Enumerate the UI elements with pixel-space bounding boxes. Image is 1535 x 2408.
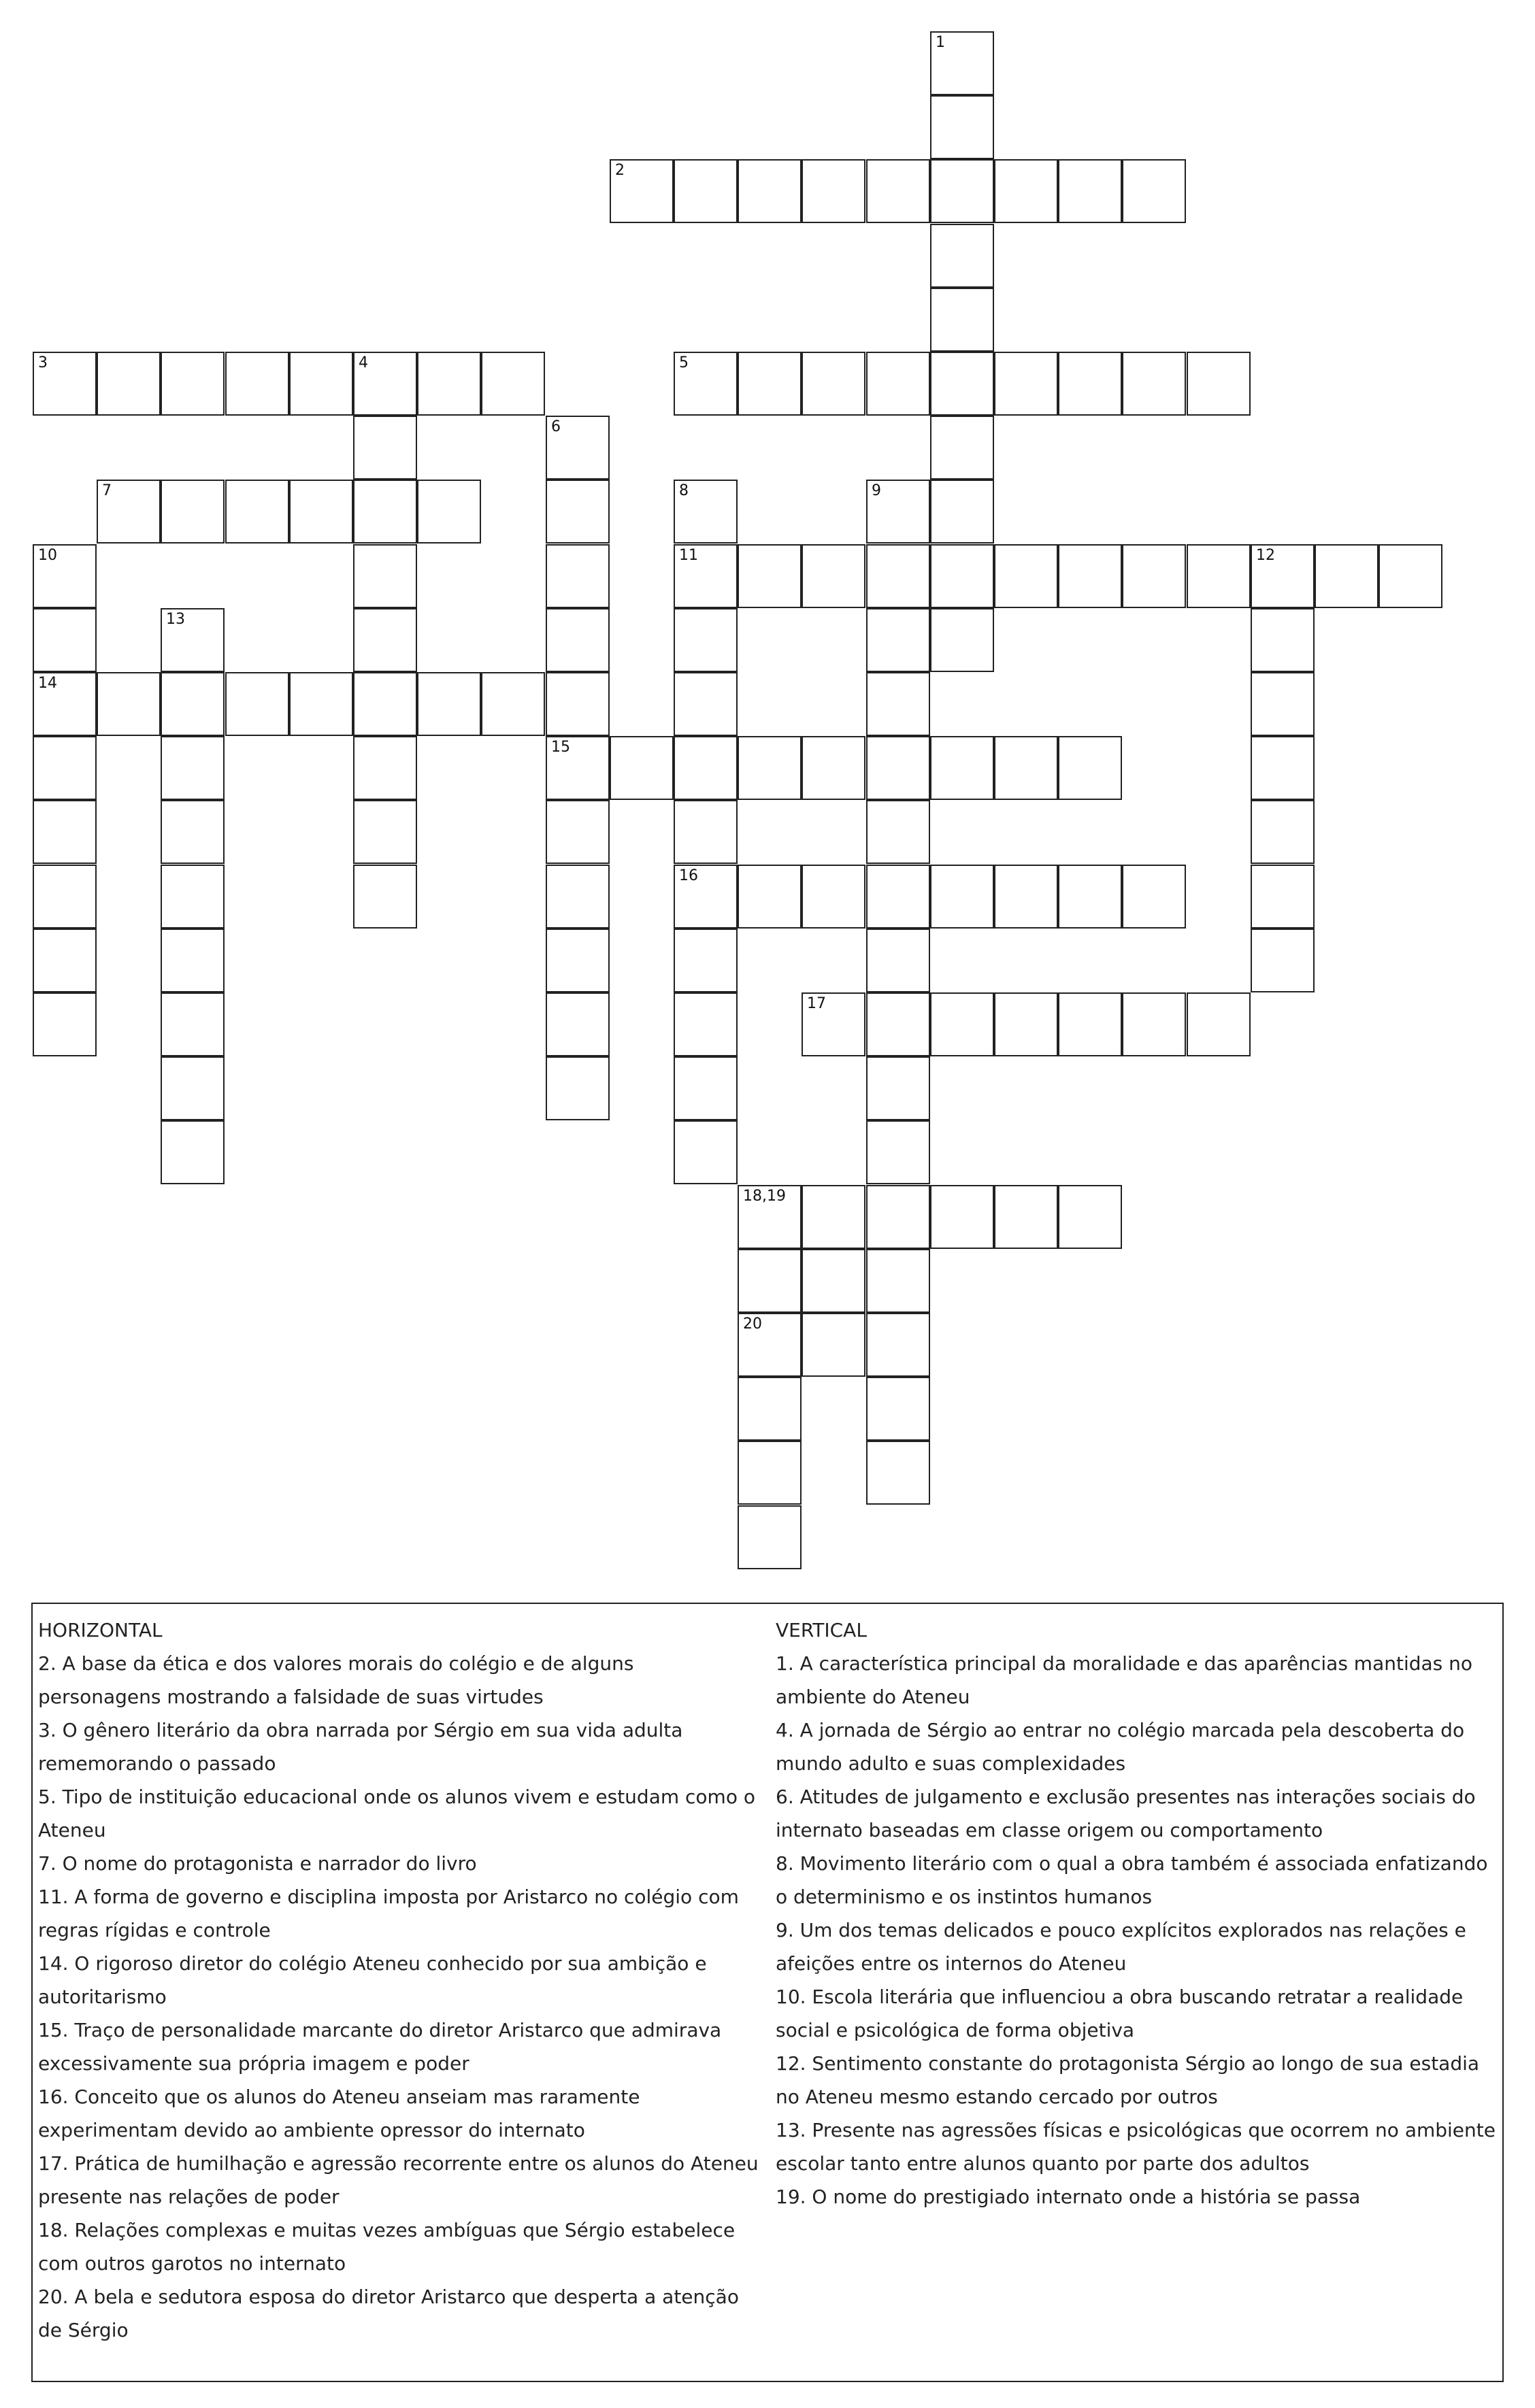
grid-cell[interactable] xyxy=(353,736,417,800)
clue-number: 10 xyxy=(38,547,57,564)
grid-cell[interactable] xyxy=(161,480,225,544)
grid-cell[interactable] xyxy=(1058,159,1122,223)
grid-cell[interactable] xyxy=(1379,544,1442,608)
clue-number: 15 xyxy=(551,739,570,756)
grid-cell[interactable] xyxy=(546,929,610,992)
grid-cell[interactable] xyxy=(802,1249,865,1313)
grid-cell[interactable] xyxy=(161,672,225,736)
grid-cell[interactable] xyxy=(930,608,994,672)
grid-cell[interactable] xyxy=(353,865,417,929)
grid-cell[interactable] xyxy=(33,672,97,736)
grid-cell[interactable] xyxy=(1251,672,1315,736)
grid-cell[interactable] xyxy=(353,800,417,864)
grid-cell[interactable] xyxy=(866,1377,930,1441)
grid-cell[interactable] xyxy=(33,352,97,416)
clue-number: 1 xyxy=(936,34,945,51)
grid-cell[interactable] xyxy=(674,929,738,992)
grid-cell[interactable] xyxy=(546,800,610,864)
grid-cell[interactable] xyxy=(289,480,353,544)
grid-cell[interactable] xyxy=(1315,544,1379,608)
grid-cell[interactable] xyxy=(674,800,738,864)
grid-cell[interactable] xyxy=(738,1313,802,1377)
clue-number: 5 xyxy=(679,354,689,371)
grid-cell[interactable] xyxy=(1251,736,1315,800)
grid-cell[interactable] xyxy=(802,544,865,608)
grid-cell[interactable] xyxy=(866,800,930,864)
grid-cell[interactable] xyxy=(738,1505,802,1569)
grid-cell[interactable] xyxy=(674,992,738,1056)
grid-cell[interactable] xyxy=(674,672,738,736)
grid-cell[interactable] xyxy=(802,992,865,1056)
grid-cell[interactable] xyxy=(994,992,1058,1056)
grid-cell[interactable] xyxy=(674,1120,738,1184)
horizontal-clue: 2. A base da ética e dos valores morais do colégio e de alguns personagens mostrando a falsidade de suas virtudes xyxy=(38,1652,634,1708)
horizontal-clue: 15. Traço de personalidade marcante do diretor Aristarco que admirava excessivamente sua própria imagem e poder xyxy=(38,2019,722,2075)
grid-cell[interactable] xyxy=(33,736,97,800)
grid-cell[interactable] xyxy=(866,1120,930,1184)
grid-cell[interactable] xyxy=(1058,1185,1122,1249)
grid-cell[interactable] xyxy=(994,544,1058,608)
grid-cell[interactable] xyxy=(546,672,610,736)
grid-cell[interactable] xyxy=(1058,865,1122,929)
grid-cell[interactable] xyxy=(738,1185,802,1249)
grid-cell[interactable] xyxy=(994,865,1058,929)
grid-cell[interactable] xyxy=(161,865,225,929)
grid-cell[interactable] xyxy=(161,800,225,864)
grid-cell[interactable] xyxy=(930,416,994,480)
grid-cell[interactable] xyxy=(353,608,417,672)
grid-cell[interactable] xyxy=(802,352,865,416)
vertical-clue: 1. A característica principal da moralidade e das aparências mantidas no ambiente do Ateneu xyxy=(776,1652,1473,1708)
horizontal-clue: 5. Tipo de instituição educacional onde os alunos vivem e estudam como o Ateneu xyxy=(38,1786,755,1841)
grid-cell[interactable] xyxy=(1122,992,1186,1056)
grid-cell[interactable] xyxy=(1058,352,1122,416)
vertical-clues-column xyxy=(776,1613,1501,2213)
grid-cell[interactable] xyxy=(674,159,738,223)
horizontal-clue: 17. Prática de humilhação e agressão recorrente entre os alunos do Ateneu presente nas relações de poder xyxy=(38,2152,759,2208)
grid-cell[interactable] xyxy=(866,992,930,1056)
horizontal-clue: 11. A forma de governo e disciplina imposta por Aristarco no colégio com regras rígidas e controle xyxy=(38,1886,739,1941)
grid-cell[interactable] xyxy=(674,544,738,608)
clue-number: 12 xyxy=(1256,547,1275,564)
grid-cell[interactable] xyxy=(738,544,802,608)
grid-cell[interactable] xyxy=(930,1185,994,1249)
grid-cell[interactable] xyxy=(161,352,225,416)
grid-cell[interactable] xyxy=(674,608,738,672)
horizontal-clue: 7. O nome do protagonista e narrador do livro xyxy=(38,1852,477,1875)
grid-cell[interactable] xyxy=(930,736,994,800)
vertical-clue: 9. Um dos temas delicados e pouco explícitos explorados nas relações e afeições entre os internos do Ateneu xyxy=(776,1919,1466,1975)
grid-cell[interactable] xyxy=(674,480,738,544)
grid-cell[interactable] xyxy=(546,1056,610,1120)
grid-cell[interactable] xyxy=(1251,929,1315,992)
grid-cell[interactable] xyxy=(289,352,353,416)
grid-cell[interactable] xyxy=(866,736,930,800)
grid-cell[interactable] xyxy=(866,672,930,736)
grid-cell[interactable] xyxy=(930,95,994,159)
grid-cell[interactable] xyxy=(417,352,481,416)
grid-cell[interactable] xyxy=(802,865,865,929)
clue-number: 3 xyxy=(38,354,48,371)
grid-cell[interactable] xyxy=(225,480,289,544)
grid-cell[interactable] xyxy=(994,159,1058,223)
grid-cell[interactable] xyxy=(97,672,161,736)
grid-cell[interactable] xyxy=(866,544,930,608)
grid-cell[interactable] xyxy=(353,672,417,736)
grid-cell[interactable] xyxy=(481,352,545,416)
clue-number: 11 xyxy=(679,547,698,564)
grid-cell[interactable] xyxy=(930,544,994,608)
grid-cell[interactable] xyxy=(930,224,994,288)
grid-cell[interactable] xyxy=(161,929,225,992)
grid-cell[interactable] xyxy=(1251,608,1315,672)
grid-cell[interactable] xyxy=(161,608,225,672)
grid-cell[interactable] xyxy=(161,992,225,1056)
grid-cell[interactable] xyxy=(546,544,610,608)
grid-cell[interactable] xyxy=(866,159,930,223)
grid-cell[interactable] xyxy=(802,1185,865,1249)
grid-cell[interactable] xyxy=(1058,544,1122,608)
clue-number: 9 xyxy=(872,482,881,499)
grid-cell[interactable] xyxy=(97,480,161,544)
vertical-clue: 6. Atitudes de julgamento e exclusão presentes nas interações sociais do internato baseadas em classe origem ou comportamento xyxy=(776,1786,1476,1841)
grid-cell[interactable] xyxy=(161,736,225,800)
grid-cell[interactable] xyxy=(674,736,738,800)
grid-cell[interactable] xyxy=(417,672,481,736)
vertical-clue: 4. A jornada de Sérgio ao entrar no colégio marcada pela descoberta do mundo adulto e suas complexidades xyxy=(776,1719,1465,1775)
vertical-title: VERTICAL xyxy=(776,1619,867,1641)
grid-cell[interactable] xyxy=(738,736,802,800)
grid-cell[interactable] xyxy=(546,736,610,800)
grid-cell[interactable] xyxy=(930,159,994,223)
horizontal-clue: 16. Conceito que os alunos do Ateneu anseiam mas raramente experimentam devido ao ambiente opressor do internato xyxy=(38,2086,640,2141)
grid-cell[interactable] xyxy=(866,1441,930,1505)
grid-cell[interactable] xyxy=(1251,865,1315,929)
grid-cell[interactable] xyxy=(930,288,994,352)
grid-cell[interactable] xyxy=(674,352,738,416)
grid-cell[interactable] xyxy=(738,1249,802,1313)
vertical-clue: 12. Sentimento constante do protagonista Sérgio ao longo de sua estadia no Ateneu mesmo estando cercado por outros xyxy=(776,2052,1480,2108)
grid-cell[interactable] xyxy=(289,672,353,736)
clue-number: 14 xyxy=(38,675,57,692)
grid-cell[interactable] xyxy=(866,1249,930,1313)
horizontal-clue: 14. O rigoroso diretor do colégio Ateneu conhecido por sua ambição e autoritarismo xyxy=(38,1952,707,2008)
grid-cell[interactable] xyxy=(930,31,994,95)
clue-number: 2 xyxy=(615,162,625,179)
grid-cell[interactable] xyxy=(161,1120,225,1184)
clues-box xyxy=(31,1603,1504,2382)
horizontal-title: HORIZONTAL xyxy=(38,1619,163,1641)
grid-cell[interactable] xyxy=(930,865,994,929)
grid-cell[interactable] xyxy=(1122,544,1186,608)
grid-cell[interactable] xyxy=(994,352,1058,416)
grid-cell[interactable] xyxy=(33,929,97,992)
vertical-clue-list xyxy=(776,1647,1501,2213)
grid-cell[interactable] xyxy=(353,544,417,608)
grid-cell[interactable] xyxy=(866,929,930,992)
grid-cell[interactable] xyxy=(866,1185,930,1249)
clue-number: 8 xyxy=(679,482,689,499)
horizontal-clue: 20. A bela e sedutora esposa do diretor Aristarco que desperta a atenção de Sérgio xyxy=(38,2286,739,2341)
grid-cell[interactable] xyxy=(225,672,289,736)
grid-cell[interactable] xyxy=(994,1185,1058,1249)
grid-cell[interactable] xyxy=(33,544,97,608)
grid-cell[interactable] xyxy=(1122,352,1186,416)
grid-cell[interactable] xyxy=(866,352,930,416)
grid-cell[interactable] xyxy=(610,159,674,223)
grid-cell[interactable] xyxy=(866,1056,930,1120)
grid-cell[interactable] xyxy=(738,1377,802,1441)
grid-cell[interactable] xyxy=(1187,544,1251,608)
grid-cell[interactable] xyxy=(1187,352,1251,416)
grid-cell[interactable] xyxy=(930,352,994,416)
grid-cell[interactable] xyxy=(674,865,738,929)
grid-cell[interactable] xyxy=(802,1313,865,1377)
vertical-clue: 8. Movimento literário com o qual a obra também é associada enfatizando o determinismo e os instintos humanos xyxy=(776,1852,1488,1908)
grid-cell[interactable] xyxy=(930,480,994,544)
grid-cell[interactable] xyxy=(33,800,97,864)
grid-cell[interactable] xyxy=(417,480,481,544)
grid-cell[interactable] xyxy=(33,992,97,1056)
grid-cell[interactable] xyxy=(353,416,417,480)
grid-cell[interactable] xyxy=(994,736,1058,800)
grid-cell[interactable] xyxy=(738,352,802,416)
clue-number: 20 xyxy=(743,1316,762,1333)
clue-number: 6 xyxy=(551,418,561,435)
grid-cell[interactable] xyxy=(866,480,930,544)
grid-cell[interactable] xyxy=(546,992,610,1056)
grid-cell[interactable] xyxy=(1058,992,1122,1056)
grid-cell[interactable] xyxy=(1251,800,1315,864)
grid-cell[interactable] xyxy=(1122,865,1186,929)
grid-cell[interactable] xyxy=(866,865,930,929)
grid-cell[interactable] xyxy=(802,736,865,800)
clue-number: 4 xyxy=(359,354,368,371)
grid-cell[interactable] xyxy=(802,159,865,223)
clue-number: 7 xyxy=(102,482,112,499)
grid-cell[interactable] xyxy=(674,1056,738,1120)
grid-cell[interactable] xyxy=(610,736,674,800)
clue-number: 18,19 xyxy=(743,1188,786,1205)
grid-cell[interactable] xyxy=(738,159,802,223)
grid-cell[interactable] xyxy=(33,865,97,929)
grid-cell[interactable] xyxy=(353,352,417,416)
grid-cell[interactable] xyxy=(738,865,802,929)
grid-cell[interactable] xyxy=(866,608,930,672)
grid-cell[interactable] xyxy=(1187,992,1251,1056)
grid-cell[interactable] xyxy=(546,480,610,544)
grid-cell[interactable] xyxy=(33,608,97,672)
grid-cell[interactable] xyxy=(930,992,994,1056)
grid-cell[interactable] xyxy=(1122,159,1186,223)
grid-cell[interactable] xyxy=(161,1056,225,1120)
horizontal-clues-column xyxy=(38,1613,759,2347)
grid-cell[interactable] xyxy=(1058,736,1122,800)
grid-cell[interactable] xyxy=(546,608,610,672)
vertical-clue: 13. Presente nas agressões físicas e psicológicas que ocorrem no ambiente escolar tanto entre alunos quanto por parte dos adultos xyxy=(776,2119,1496,2175)
horizontal-clue-list xyxy=(38,1647,759,2347)
grid-cell[interactable] xyxy=(225,352,289,416)
clue-number: 16 xyxy=(679,867,698,884)
grid-cell[interactable] xyxy=(353,480,417,544)
grid-cell[interactable] xyxy=(1251,544,1315,608)
clue-number: 17 xyxy=(807,995,826,1012)
vertical-clue: 19. O nome do prestigiado internato onde a história se passa xyxy=(776,2186,1361,2208)
grid-cell[interactable] xyxy=(481,672,545,736)
grid-cell[interactable] xyxy=(546,416,610,480)
grid-cell[interactable] xyxy=(97,352,161,416)
vertical-clue: 10. Escola literária que influenciou a obra buscando retratar a realidade social e psicológica de forma objetiva xyxy=(776,1986,1464,2041)
grid-cell[interactable] xyxy=(546,865,610,929)
grid-cell[interactable] xyxy=(738,1441,802,1505)
clue-number: 13 xyxy=(166,611,185,628)
horizontal-clue: 3. O gênero literário da obra narrada por Sérgio em sua vida adulta rememorando o passado xyxy=(38,1719,683,1775)
grid-cell[interactable] xyxy=(866,1313,930,1377)
horizontal-clue: 18. Relações complexas e muitas vezes ambíguas que Sérgio estabelece com outros garotos no internato xyxy=(38,2219,736,2275)
